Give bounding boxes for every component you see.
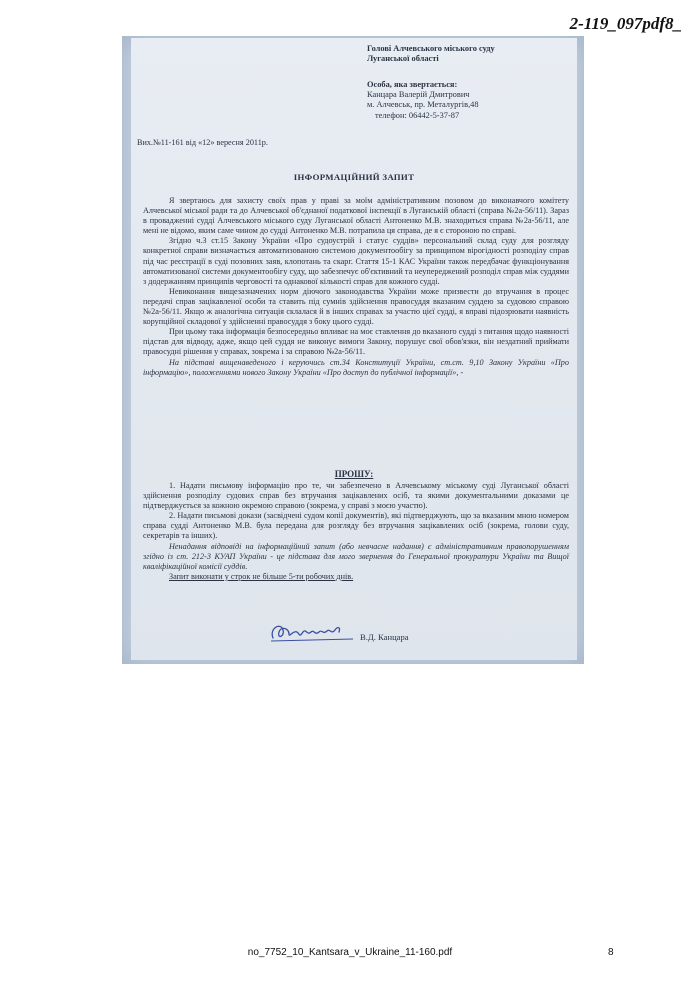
body-paragraph: Я звертаюсь для захисту своїх прав у праві за моїм адміністративним позовом до виконавчого комітету Алчевської міської ради та до Алчевської об'єднаної податкової інспекції в Луганській області (справа №2а-56/11). Зараз в провадженні судді Алчевського міського суду Луганської області Антоненко М.В. знаходиться справа №2а-56/11, але мені не відомо, яким саме чином до судді Антоненко М.В. потрапила ця справа, де я є стороною по справі.	[143, 196, 569, 236]
addressee-line: Голові Алчевського міського суду	[367, 44, 495, 53]
applicant-name: Канцара Валерій Дмитрович	[367, 90, 470, 100]
addressee-block	[367, 44, 567, 64]
request-item: 1. Надати письмову інформацію про те, чи забезпечено в Алчевському міському суді Луганської області здійснення розподілу судових справ без втручання зацікавлених осіб, та якими документальними доказами це підтверджується за кожною окремою справою (зокрема, у справі з моєю участю).	[143, 481, 569, 511]
deadline-line	[143, 572, 569, 582]
deadline-text: Запит виконати у строк не більше 5-ти робочих днів.	[169, 571, 354, 581]
applicant-phone: телефон: 06442-5-37-87	[375, 110, 460, 120]
request-list	[143, 481, 569, 582]
legal-basis-paragraph: На підставі вищенаведеного і керуючись ст.34 Конституції України, ст.ст. 9,10 Закону України «Про інформацію», положеннями нового Закону України «Про доступ до публічної інформації», -	[143, 357, 569, 377]
body-paragraph: При цьому така інформація безпосередньо впливає на моє ставлення до вказаного судді з питання щодо наявності підстав для відводу, адже, якщо цей суддя не виконує вимоги Закону, порушує свої обов'язки, він нездатний приймати правосудні рішення у справах, зокрема і за справою №2а-56/11.	[143, 327, 569, 357]
body-paragraph: Згідно ч.3 ст.15 Закону України «Про судоустрій і статус суддів» персональний склад суду для розгляду конкретної справи визначається автоматизованою системою документообігу за принципом вірогідності розподілу справ під час реєстрації в суді позовних заяв, клопотань та скарг. Стаття 15-1 КАС України також передбачає функціонування автоматизованої системи документообігу суду, що забезпечує об'єктивний та неупереджений розподіл справ між суддями з додержанням принципів черговості та однакової кількості справ для кожного судді.	[143, 236, 569, 286]
letter-body	[143, 196, 569, 378]
footer-page-number: 8	[608, 947, 614, 958]
applicant-address: м. Алчевськ, пр. Металургів,48	[367, 100, 479, 110]
warning-paragraph: Ненадання відповіді на інформаційний запит (або невчасне надання) є адміністративним правопорушенням згідно із ст. 212-3 КУАП України - це підстава для мого звернення до Генеральної прокуратури України та Вищої кваліфікаційної комісії суддів.	[143, 541, 569, 571]
request-item: 2. Надати письмові докази (засвідчені судом копії документів), які підтверджують, що за вказаним мною номером справа судді Антоненко М.В. була передана для розгляду без втручання зацікавлених осіб (зокрема, голови суду, секретарів та інших).	[143, 511, 569, 541]
footer-filename: no_7752_10_Kantsara_v_Ukraine_11-160.pdf	[247, 947, 453, 958]
document-reference: 2-119_097pdf8_	[569, 14, 682, 33]
body-paragraph: Невиконання вищезазначених норм діючого законодавства України може призвести до втручання в процес передачі справ зацікавленої особи та ставить під сумнів здійснення правосуддя вказаним суддею за судовою справою №2а-56/11. Якщо ж аналогічна ситуація склалася й в інших справах за участю цієї судді, я вправі підозрювати наявність корупційної складової у здійсненні правосуддя з боку цього судді.	[143, 286, 569, 327]
scanned-letter-image	[122, 36, 584, 664]
handwritten-signature	[267, 620, 357, 646]
applicant-heading: Особа, яка звертається:	[367, 80, 458, 89]
signatory-name: В.Д. Канцара	[360, 632, 409, 642]
letter-title: ІНФОРМАЦІЙНИЙ ЗАПИТ	[293, 172, 415, 182]
request-heading: ПРОШУ:	[334, 469, 374, 479]
outgoing-number: Вих.№11-161 від «12» вересня 2011р.	[137, 138, 268, 147]
addressee-line: Луганської області	[367, 54, 439, 64]
letter-sheet	[131, 38, 577, 660]
applicant-block	[367, 80, 572, 121]
